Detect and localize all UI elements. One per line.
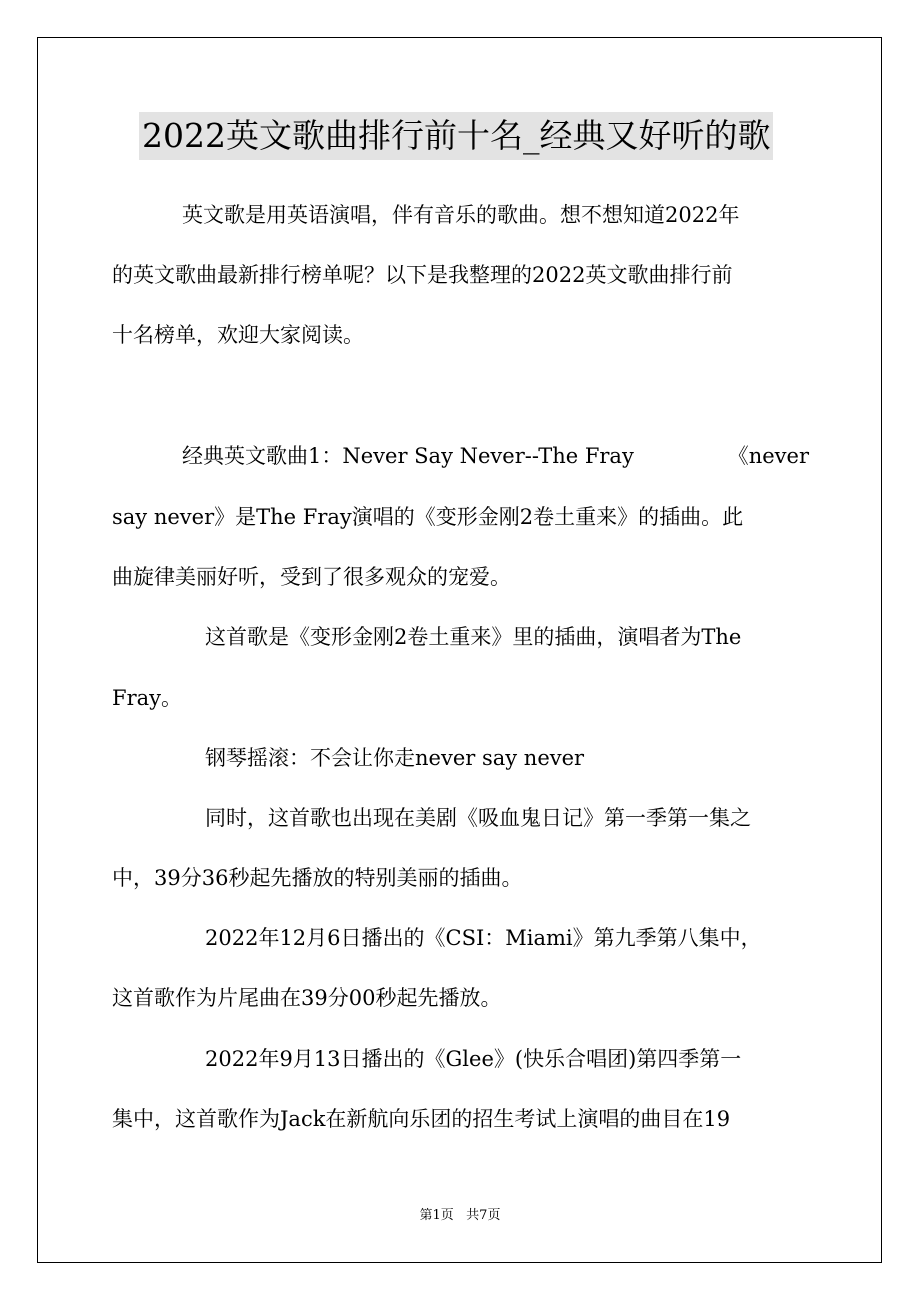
para2-line-2: Fray。 — [112, 686, 182, 710]
intro-line-1: 英文歌是用英语演唱，伴有音乐的歌曲。想不想知道2022年 — [182, 203, 740, 227]
song1-heading: 经典英文歌曲1：Never Say Never--The Fray — [182, 444, 634, 468]
para5-line-1: 2022年12月6日播出的《CSI：Miami》第九季第八集中， — [205, 926, 762, 950]
para6-line-1: 2022年9月13日播出的《Glee》(快乐合唱团)第四季第一 — [205, 1047, 742, 1071]
song1-heading-tail: 《never — [727, 444, 809, 468]
intro-line-2: 的英文歌曲最新排行榜单呢？以下是我整理的2022英文歌曲排行前 — [112, 263, 733, 287]
para3-line-1: 钢琴摇滚：不会让你走never say never — [205, 746, 585, 770]
para2-line-1: 这首歌是《变形金刚2卷土重来》里的插曲，演唱者为The — [205, 625, 742, 649]
page-title: 2022英文歌曲排行前十名_经典又好听的歌 — [139, 112, 773, 160]
song1-line-3: 曲旋律美丽好听，受到了很多观众的宠爱。 — [112, 565, 511, 589]
para4-line-1: 同时，这首歌也出现在美剧《吸血鬼日记》第一季第一集之 — [205, 806, 751, 830]
intro-line-3: 十名榜单，欢迎大家阅读。 — [112, 323, 364, 347]
para5-line-2: 这首歌作为片尾曲在39分00秒起先播放。 — [112, 986, 502, 1010]
para4-line-2: 中，39分36秒起先播放的特别美丽的插曲。 — [112, 866, 523, 890]
page-number-footer: 第1页 共7页 — [419, 1208, 501, 1223]
para6-line-2: 集中，这首歌作为Jack在新航向乐团的招生考试上演唱的曲目在19 — [112, 1107, 731, 1131]
song1-line-2: say never》是The Fray演唱的《变形金刚2卷土重来》的插曲。此 — [112, 505, 744, 529]
